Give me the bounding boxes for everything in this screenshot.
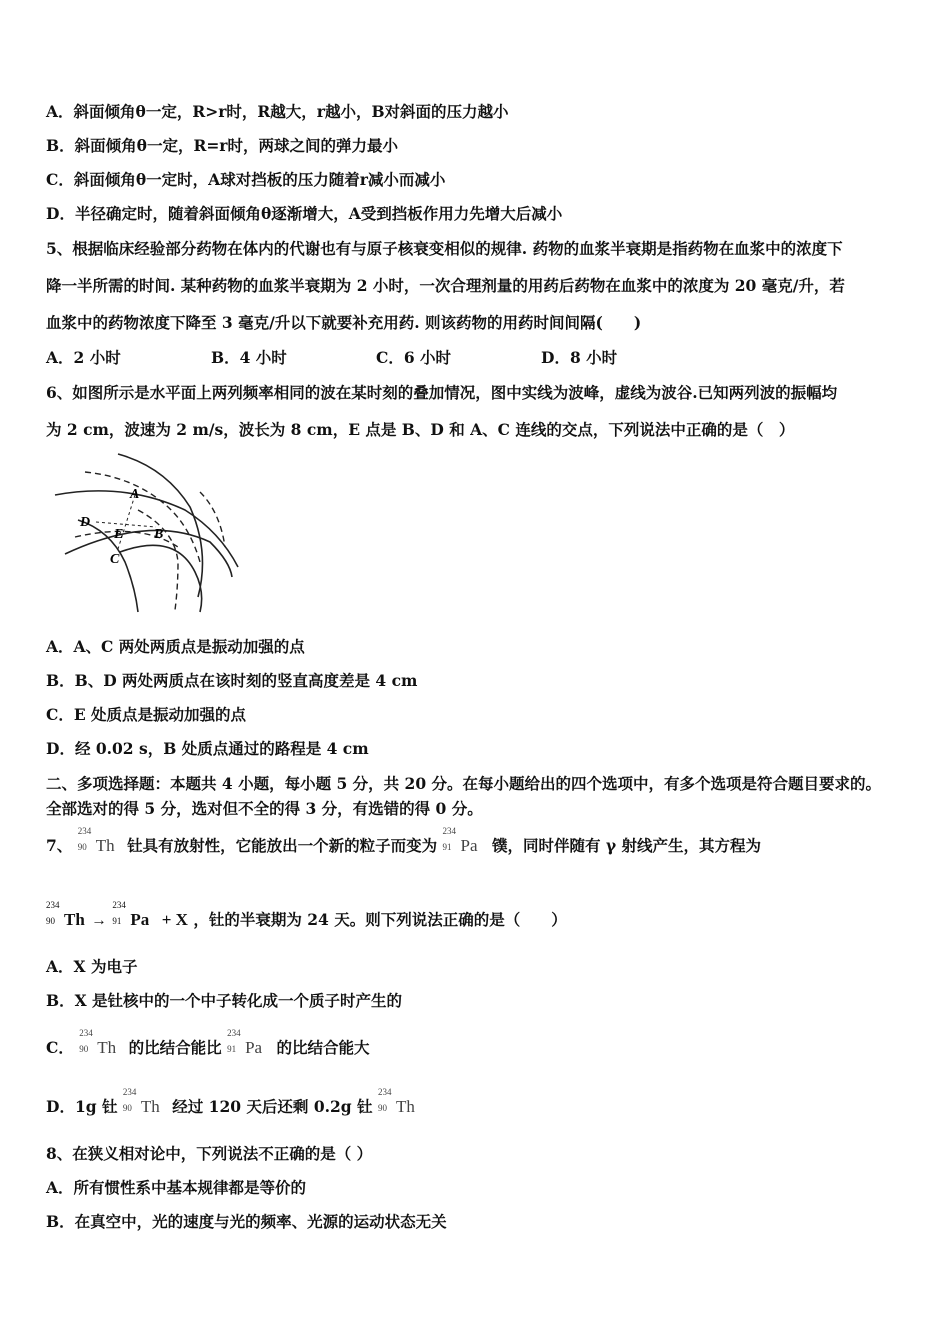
q6-option-b: B．B、D 两处两质点在该时刻的竖直高度差是 4 cm bbox=[46, 671, 418, 690]
c-th-mass: 234 bbox=[79, 1028, 93, 1038]
equation-arrow: → bbox=[91, 912, 107, 929]
q7-option-c-end: 的比结合能大 bbox=[276, 1038, 370, 1057]
eq-th-mass: 234 bbox=[46, 900, 60, 910]
d-th1-symbol: Th bbox=[140, 1097, 160, 1116]
q5-option-a: A．2 小时 bbox=[46, 348, 121, 367]
q6-option-c: C．E 处质点是振动加强的点 bbox=[46, 705, 247, 724]
q4-option-a: A．斜面倾角θ一定，R>r时，R越大，r越小，B对斜面的压力越小 bbox=[46, 102, 509, 121]
th-atomic-number: 90 bbox=[77, 842, 87, 852]
c-pa-symbol: Pa bbox=[245, 1038, 263, 1057]
q7-option-c-mid: 的比结合能比 bbox=[128, 1038, 222, 1057]
q5-stem-line3: 血浆中的药物浓度下降至 3 毫克/升以下就要补充用药. 则该药物的用药时间间隔( ) bbox=[46, 313, 642, 332]
q8-option-b: B．在真空中，光的速度与光的频率、光源的运动状态无关 bbox=[46, 1212, 447, 1231]
q7-equation-line bbox=[46, 900, 914, 931]
option-c-pa bbox=[227, 1028, 271, 1059]
q6-option-a: A．A、C 两处两质点是振动加强的点 bbox=[46, 637, 305, 656]
q7-option-a: A．X 为电子 bbox=[46, 957, 138, 976]
figure-label-a: A bbox=[130, 487, 140, 502]
q7-stem-mid2: 镤，同时伴随有 γ 射线产生，其方程为 bbox=[491, 836, 761, 855]
figure-label-e: E bbox=[114, 527, 124, 542]
q4-option-b: B．斜面倾角θ一定，R=r时，两球之间的弹力最小 bbox=[46, 136, 398, 155]
equation-plus-x: + X bbox=[161, 910, 188, 929]
q6-stem-line1: 6、如图所示是水平面上两列频率相同的波在某时刻的叠加情况，图中实线为波峰，虚线为波谷.已知两列波的振幅均 bbox=[46, 383, 838, 402]
q7-stem bbox=[46, 826, 914, 857]
q5-option-c: C．6 小时 bbox=[376, 348, 452, 367]
q4-option-d: D．半径确定时，随着斜面倾角θ逐渐增大，A受到挡板作用力先增大后减小 bbox=[46, 204, 563, 223]
pa-symbol: Pa bbox=[460, 836, 478, 855]
q7-stem-mid1: 钍具有放射性，它能放出一个新的粒子而变为 bbox=[127, 836, 438, 855]
q6-option-d: D．经 0.02 s，B 处质点通过的路程是 4 cm bbox=[46, 739, 369, 758]
nuclide-th bbox=[77, 826, 122, 857]
c-pa-charge: 91 bbox=[227, 1044, 237, 1054]
option-c-th bbox=[79, 1028, 123, 1059]
section2-heading-line1: 二、多项选择题：本题共 4 小题，每小题 5 分，共 20 分。在每小题给出的四个选项中，有多个选项是符合题目要求的。 bbox=[46, 774, 882, 793]
pa-mass-number: 234 bbox=[442, 826, 457, 836]
pa-atomic-number: 91 bbox=[442, 842, 452, 852]
equation-pa bbox=[112, 900, 156, 931]
eq-th-charge: 90 bbox=[46, 916, 55, 926]
q7-option-c-label: C． bbox=[46, 1038, 74, 1057]
q7-number: 7、 bbox=[46, 836, 73, 855]
eq-pa-symbol: Pa bbox=[130, 910, 150, 929]
q7-option-d-mid: 经过 120 天后还剩 0.2g 钍 bbox=[172, 1097, 373, 1116]
figure-label-b: B bbox=[154, 527, 164, 542]
th-symbol: Th bbox=[95, 836, 115, 855]
c-th-symbol: Th bbox=[97, 1038, 117, 1057]
c-th-charge: 90 bbox=[79, 1044, 89, 1054]
q5-option-b: B．4 小时 bbox=[211, 348, 287, 367]
q7-option-d bbox=[46, 1087, 914, 1118]
eq-pa-mass: 234 bbox=[112, 900, 126, 910]
d-th2-symbol: Th bbox=[395, 1097, 415, 1116]
q8-stem: 8、在狭义相对论中，下列说法不正确的是（ ） bbox=[46, 1144, 373, 1163]
wave-interference-figure bbox=[50, 452, 240, 617]
q7-option-c bbox=[46, 1028, 914, 1059]
eq-th-symbol: Th bbox=[64, 910, 85, 929]
option-d-th-second bbox=[377, 1087, 422, 1118]
q7-equation-tail: ，钍的半衰期为 24 天。则下列说法正确的是（ ） bbox=[193, 910, 567, 929]
equation-th bbox=[46, 900, 86, 931]
eq-pa-charge: 91 bbox=[112, 916, 122, 926]
q5-option-d: D．8 小时 bbox=[541, 348, 618, 367]
section2-heading-line2: 全部选对的得 5 分，选对但不全的得 3 分，有选错的得 0 分。 bbox=[46, 799, 483, 818]
c-pa-mass: 234 bbox=[227, 1028, 241, 1038]
q4-option-c: C．斜面倾角θ一定时，A球对挡板的压力随着r减小而减小 bbox=[46, 170, 446, 189]
q6-stem-line2: 为 2 cm，波速为 2 m/s，波长为 8 cm，E 点是 B、D 和 A、C 连线的交点，下列说法中正确的是（ ） bbox=[46, 420, 795, 439]
q7-option-b: B．X 是钍核中的一个中子转化成一个质子时产生的 bbox=[46, 991, 403, 1010]
q5-stem-line1: 5、根据临床经验部分药物在体内的代谢也有与原子核衰变相似的规律. 药物的血浆半衰期是指药物在血浆中的浓度下 bbox=[46, 239, 843, 258]
d-th2-charge: 90 bbox=[377, 1103, 387, 1113]
q7-option-d-label: D．1g 钍 bbox=[46, 1097, 118, 1116]
q5-stem-line2: 降一半所需的时间. 某种药物的血浆半衰期为 2 小时，一次合理剂量的用药后药物在血浆中的浓度为 20 毫克/升，若 bbox=[46, 276, 845, 295]
q8-option-a: A．所有惯性系中基本规律都是等价的 bbox=[46, 1178, 307, 1197]
th-mass-number: 234 bbox=[77, 826, 92, 836]
d-th2-mass: 234 bbox=[377, 1087, 392, 1097]
nuclide-pa bbox=[442, 826, 487, 857]
figure-label-c: C bbox=[110, 552, 120, 567]
d-th1-charge: 90 bbox=[122, 1103, 132, 1113]
figure-label-d: D bbox=[80, 515, 91, 530]
q5-options bbox=[46, 348, 914, 368]
option-d-th-first bbox=[122, 1087, 167, 1118]
d-th1-mass: 234 bbox=[122, 1087, 137, 1097]
